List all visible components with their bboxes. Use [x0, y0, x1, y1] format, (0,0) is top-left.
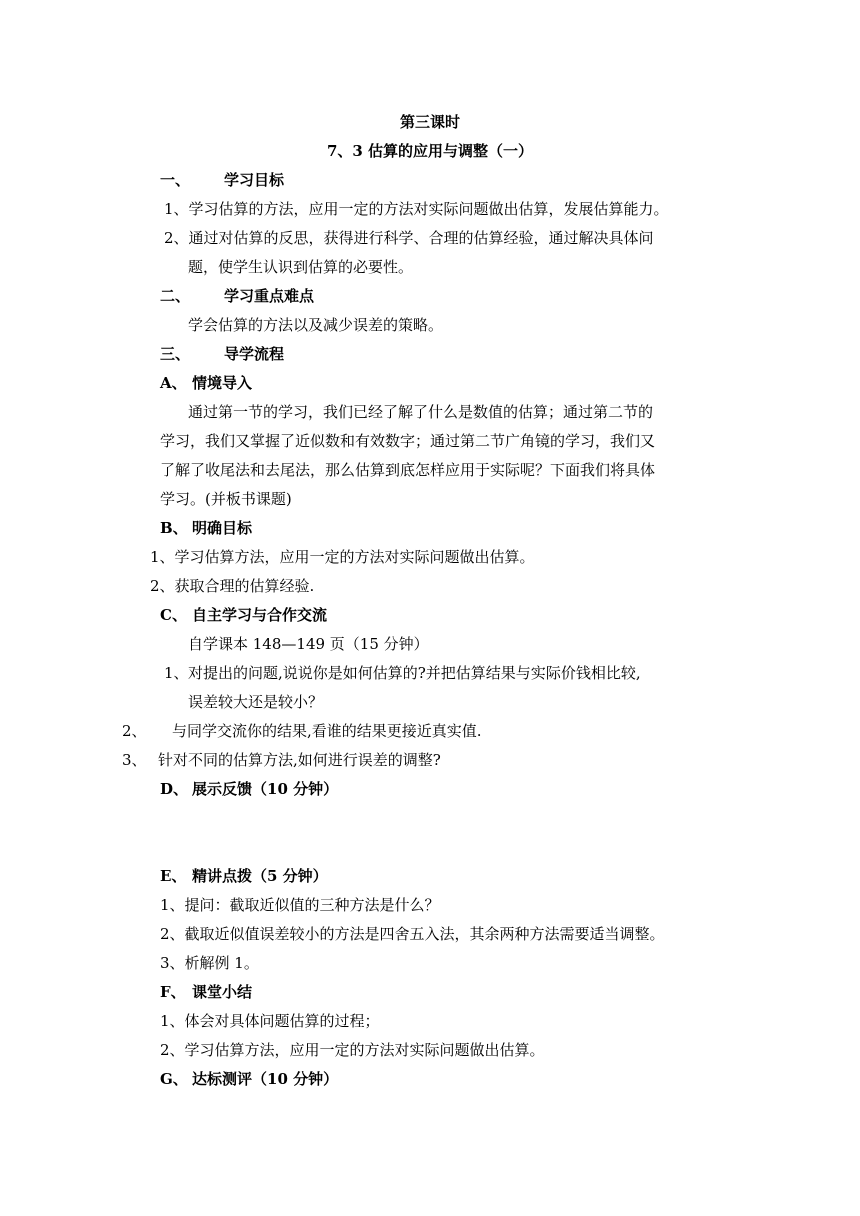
lesson-title: 第三课时 — [399, 113, 460, 131]
partG-number: G、 — [160, 1070, 188, 1088]
partC-heading — [160, 605, 327, 625]
section1-item-1: 1、学习估算的方法，应用一定的方法对实际问题做出估算，发展估算能力。 — [164, 200, 669, 218]
partC-question-2-text: 与同学交流你的结果,看谁的结果更接近真实值. — [172, 722, 482, 740]
section1-item-2: 2、通过对估算的反思，获得进行科学、合理的估算经验，通过解决具体问 — [164, 229, 654, 247]
partD-label: 展示反馈（10 分钟） — [192, 780, 339, 798]
lesson-subtitle: 7、3 估算的应用与调整（一） — [326, 142, 534, 160]
partF-number: F、 — [160, 983, 186, 1001]
partC-question-2 — [122, 721, 482, 741]
partC-label: 自主学习与合作交流 — [192, 606, 328, 624]
partA-line-3: 了解了收尾法和去尾法，那么估算到底怎样应用于实际呢？下面我们将具体 — [160, 461, 656, 479]
section2-label: 学习重点难点 — [224, 287, 315, 305]
section2-heading — [160, 286, 314, 306]
partG-label: 达标测评（10 分钟） — [192, 1070, 339, 1088]
partB-item-2: 2、获取合理的估算经验. — [150, 577, 315, 595]
partC-question-1-text: 对提出的问题,说说你是如何估算的?并把估算结果与实际价钱相比较, — [188, 664, 641, 682]
partB-item-1: 1、学习估算方法，应用一定的方法对实际问题做出估算。 — [150, 548, 535, 566]
partE-item-2: 2、截取近似值误差较小的方法是四舍五入法，其余两种方法需要适当调整。 — [160, 925, 665, 943]
section2-number: 二、 — [160, 287, 191, 305]
section3-number: 三、 — [160, 345, 191, 363]
partA-number: A、 — [160, 374, 187, 392]
partC-question-1-number: 1、 — [164, 664, 189, 682]
section3-heading — [160, 344, 284, 364]
partC-question-1-cont: 误差较大还是较小？ — [188, 693, 324, 711]
partC-question-2-number: 2、 — [122, 722, 147, 740]
section1-label: 学习目标 — [224, 171, 285, 189]
partC-intro: 自学课本 148—149 页（15 分钟） — [188, 635, 429, 653]
section3-label: 导学流程 — [224, 345, 285, 363]
partD-number: D、 — [160, 780, 189, 798]
partA-line-4: 学习。(并板书课题) — [160, 490, 292, 508]
partG-heading — [160, 1069, 338, 1089]
partF-label: 课堂小结 — [192, 983, 253, 1001]
partE-heading — [160, 866, 328, 886]
partE-item-3: 3、析解例 1。 — [160, 954, 259, 972]
partE-number: E、 — [160, 867, 187, 885]
partC-question-3-text: 针对不同的估算方法,如何进行误差的调整? — [158, 751, 441, 769]
partF-item-2: 2、学习估算方法，应用一定的方法对实际问题做出估算。 — [160, 1041, 545, 1059]
partC-number: C、 — [160, 606, 187, 624]
partA-label: 情境导入 — [192, 374, 253, 392]
partA-heading — [160, 373, 252, 393]
partB-number: B、 — [160, 519, 188, 537]
partD-heading — [160, 779, 338, 799]
partC-question-3-number: 3、 — [122, 751, 147, 769]
partA-line-1: 通过第一节的学习，我们已经了解了什么是数值的估算；通过第二节的 — [188, 403, 654, 421]
partB-heading — [160, 518, 252, 538]
partF-heading — [160, 982, 252, 1002]
partA-line-2: 学习，我们又掌握了近似数和有效数字；通过第二节广角镜的学习，我们又 — [160, 432, 656, 450]
partE-label: 精讲点拨（5 分钟） — [192, 867, 328, 885]
section1-item-2-cont: 题，使学生认识到估算的必要性。 — [188, 258, 414, 276]
partB-label: 明确目标 — [192, 519, 253, 537]
partF-item-1: 1、体会对具体问题估算的过程； — [160, 1012, 380, 1030]
section1-number: 一、 — [160, 171, 191, 189]
section2-text: 学会估算的方法以及减少误差的策略。 — [188, 316, 444, 334]
partE-item-1: 1、提问：截取近似值的三种方法是什么？ — [160, 896, 440, 914]
partC-question-3 — [122, 750, 441, 770]
partC-question-1 — [164, 663, 641, 683]
section1-heading — [160, 170, 284, 190]
